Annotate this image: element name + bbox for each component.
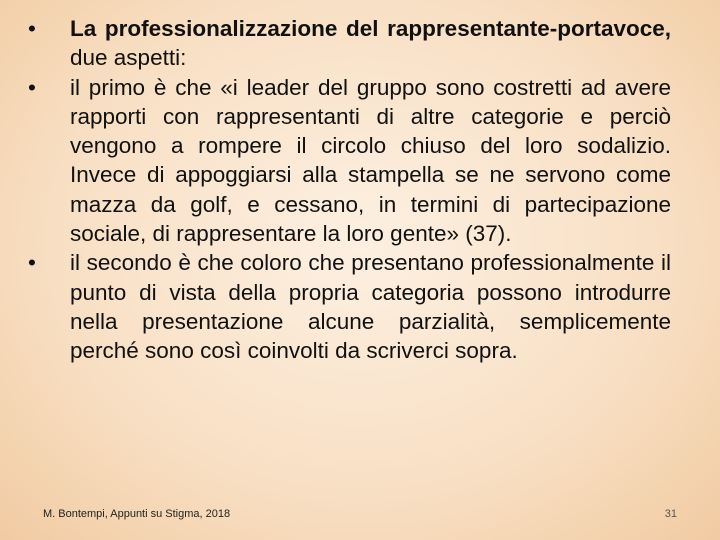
bullet-text: il primo è che «i leader del gruppo sono costretti ad avere rapporti con rappresentanti di altre categorie e perciò vengono a rompere il circolo chiuso del loro sodalizio. Invece di appoggiarsi alla stampella se ne servono come mazza da golf, e cessano, in termini di partecipazione sociale, di rappresentare la loro gente» (37).	[70, 74, 671, 247]
bullet-text: il secondo è che coloro che presentano professionalmente il punto di vista della propria categoria possono introdurre nella presentazione alcune parzialità, semplicemente perché sono così coinvolti da scriverci sopra.	[70, 250, 671, 364]
bullet-text: due aspetti:	[70, 45, 187, 71]
bullet-bold-text: La professionalizzazione del rappresentante-portavoce,	[70, 16, 671, 41]
bullet-marker: •	[28, 74, 36, 100]
bullet-item-3	[28, 248, 671, 365]
bullet-item-1	[28, 14, 671, 73]
bullet-list	[28, 14, 671, 366]
footer-citation: M. Bontempi, Appunti su Stigma, 2018	[43, 508, 231, 520]
bullet-item-2	[28, 73, 671, 249]
page-number: 31	[664, 508, 677, 520]
bullet-marker: •	[28, 250, 36, 276]
bullet-marker: •	[28, 16, 36, 41]
